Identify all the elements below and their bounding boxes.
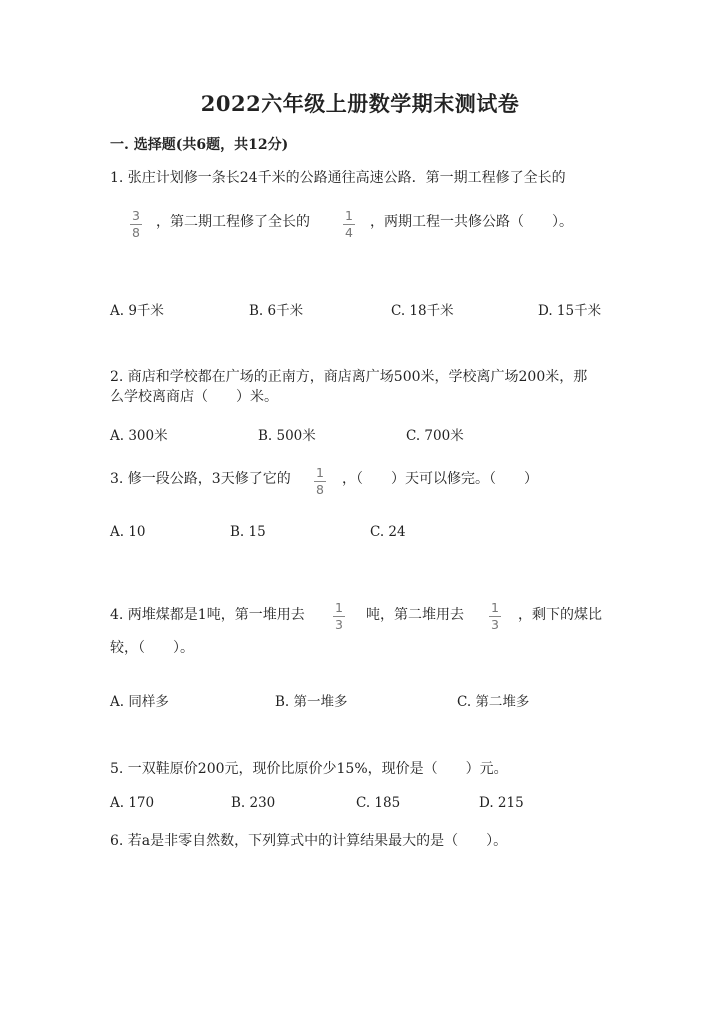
q2-option-b[interactable]: B. 500米 (258, 428, 316, 444)
q4-frac2-denominator: 3 (491, 617, 499, 632)
q1-option-c[interactable]: C. 18千米 (391, 303, 454, 319)
q4-text-tail: ，剩下的煤比 (518, 607, 602, 623)
q5-text-line1: 5. 一双鞋原价200元，现价比原价少15%，现价是（ ）元。 (110, 761, 508, 777)
q3-text-tail: ，（ ）天可以修完。（ ） (342, 471, 538, 487)
q1-frac1-numerator: 3 (132, 208, 140, 223)
q5-option-d[interactable]: D. 215 (479, 795, 524, 811)
q1-frac2-numerator: 1 (345, 208, 353, 223)
q4-frac1-numerator: 1 (335, 600, 343, 615)
q4-option-a[interactable]: A. 同样多 (110, 694, 169, 710)
q1-text-line1: 1. 张庄计划修一条长24千米的公路通往高速公路．第一期工程修了全长的 (110, 170, 566, 186)
q1-option-b[interactable]: B. 6千米 (249, 303, 304, 319)
q1-fraction-3-8 (126, 209, 146, 239)
q4-frac1-denominator: 3 (335, 617, 343, 632)
q3-fraction-1-8 (310, 466, 330, 496)
q1-frac2-denominator: 4 (345, 225, 353, 240)
q2-option-a[interactable]: A. 300米 (110, 428, 168, 444)
q3-option-c[interactable]: C. 24 (370, 524, 406, 540)
q2-option-c[interactable]: C. 700米 (406, 428, 464, 444)
q4-fraction2-1-3 (485, 601, 505, 631)
q1-option-d[interactable]: D. 15千米 (538, 303, 602, 319)
q3-option-a[interactable]: A. 10 (110, 524, 146, 540)
q6-text-line1: 6. 若a是非零自然数，下列算式中的计算结果最大的是（ ）。 (110, 833, 508, 849)
q3-frac-numerator: 1 (316, 465, 324, 480)
q2-text-line2: 么学校离商店（ ）米。 (110, 389, 278, 405)
section-heading: 一. 选择题(共6题，共12分) (110, 137, 289, 153)
q3-text-pre: 3. 修一段公路，3天修了它的 (110, 471, 291, 487)
q4-frac2-numerator: 1 (491, 600, 499, 615)
q1-text-mid: ，第二期工程修了全长的 (156, 214, 310, 230)
q4-option-b[interactable]: B. 第一堆多 (275, 694, 348, 710)
q1-option-a[interactable]: A. 9千米 (110, 303, 164, 319)
q2-text-line1: 2. 商店和学校都在广场的正南方，商店离广场500米，学校离广场200米，那 (110, 369, 588, 385)
q1-text-tail: ，两期工程一共修公路（ ）。 (370, 214, 573, 230)
q1-frac1-denominator: 8 (132, 225, 140, 240)
q4-text-line2: 较，（ ）。 (110, 640, 194, 656)
q5-option-c[interactable]: C. 185 (356, 795, 401, 811)
page-title: 2022六年级上册数学期末测试卷 (200, 91, 520, 116)
q5-option-a[interactable]: A. 170 (110, 795, 155, 811)
q4-option-c[interactable]: C. 第二堆多 (457, 694, 530, 710)
q3-frac-denominator: 8 (316, 482, 324, 497)
q4-text-mid: 吨，第二堆用去 (366, 607, 464, 623)
q4-text-pre: 4. 两堆煤都是1吨，第一堆用去 (110, 607, 305, 623)
q1-fraction-1-4 (339, 209, 359, 239)
q5-option-b[interactable]: B. 230 (231, 795, 276, 811)
q4-fraction1-1-3 (329, 601, 349, 631)
q3-option-b[interactable]: B. 15 (230, 524, 266, 540)
